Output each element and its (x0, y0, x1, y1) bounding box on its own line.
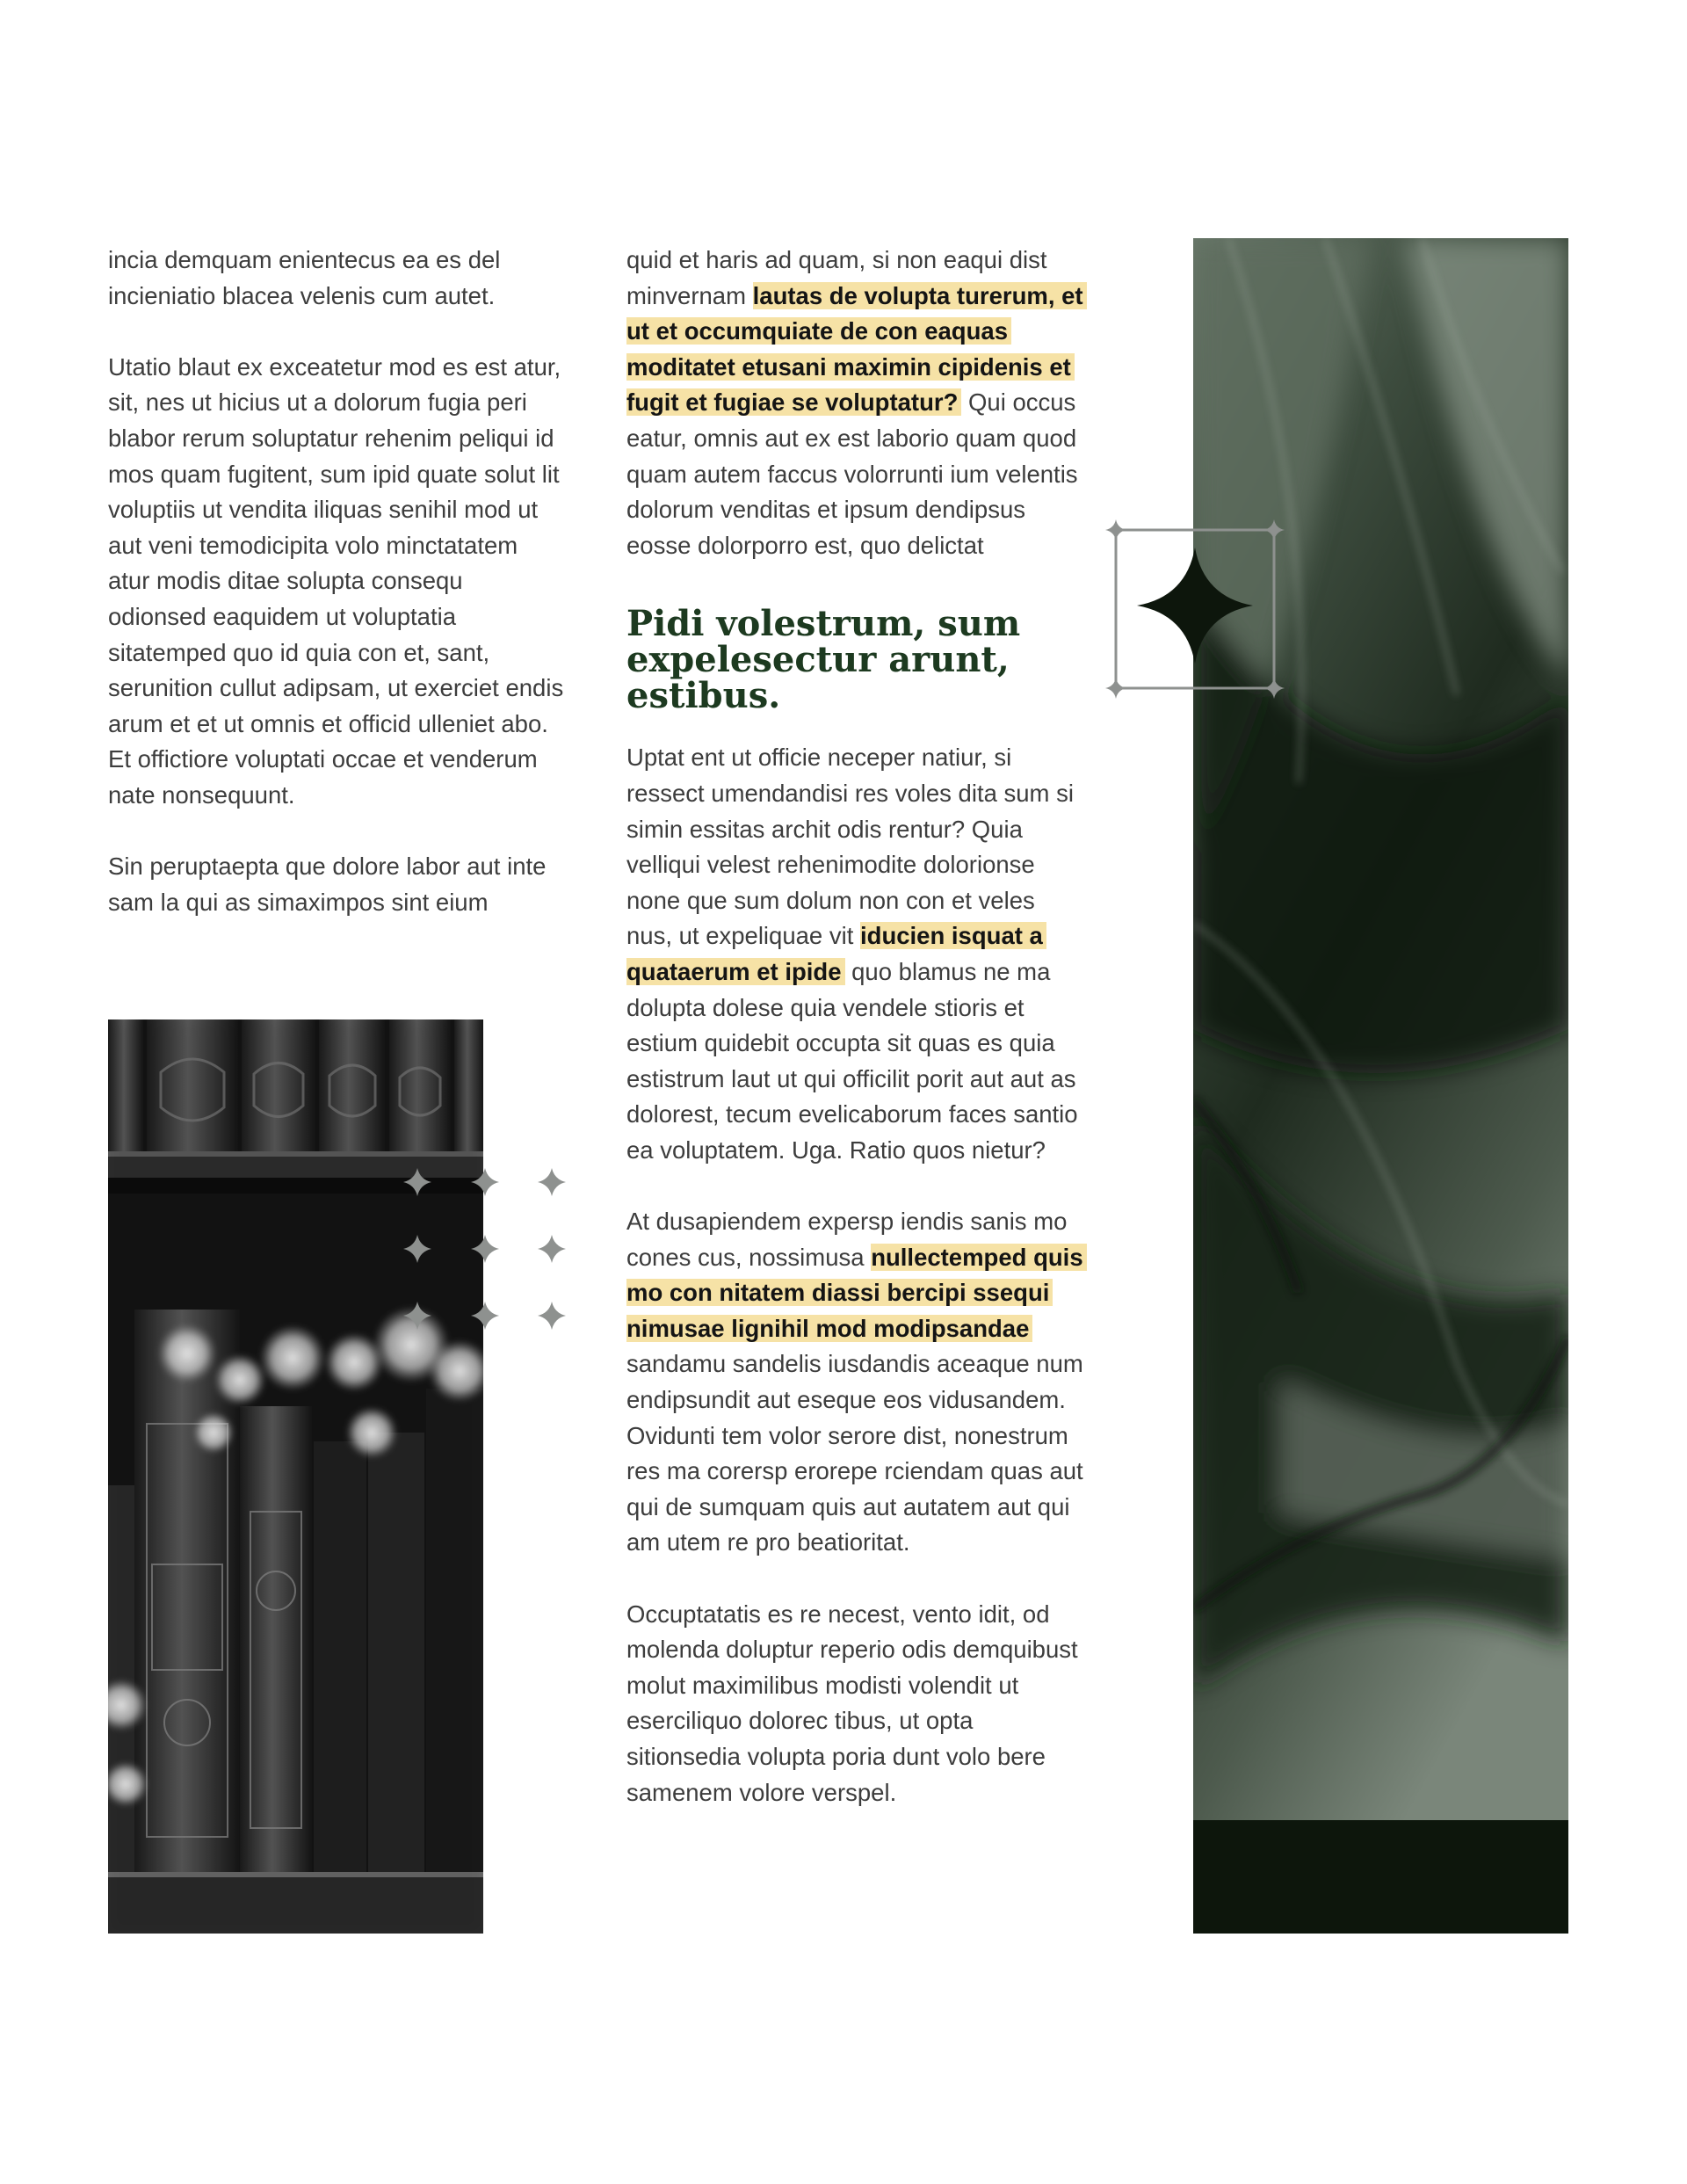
middle-paragraph-4: Occuptatatis es re necest, vento idit, od molenda doluptur reperio odis demquibust molut maximilibus modisti volendit ut eserciliquo dolorec tibus, ut opta sitionsedia volupta poria dunt volo bere samenem volore verspel. (626, 1600, 1078, 1806)
paragraph-3-text-b: sandamu sandelis iusdandis aceaque num endipsundit aut eseque eos vidusandem. Ovidunti tem volor serore dist, nonestrum res ma corersp erorepe rciendam quas aut qui de sumquam quis aut autatem aut qui am utem re pro beatioritat. (626, 1350, 1083, 1556)
paragraph-1-text-b: Qui occus eatur, omnis aut ex est laborio quam quod quam autem faccus volorrunti ium velentis dolorum venditas et ipsum dendipsus eosse dolorporro est, quo delictat (626, 388, 1078, 559)
paragraph-1-text-a: quid et haris ad quam, si non eaqui dist minvernam (626, 246, 1047, 309)
left-paragraph-3: Sin peruptaepta que dolore labor aut inte sam la qui as simaximpos sint eium (108, 853, 547, 916)
middle-text-column (626, 243, 1083, 1847)
paragraph-3-highlight: nullectemped quis mo con nitatem diassi bercipi ssequi nimusae lignihil mod modipsandae (626, 1244, 1087, 1342)
four-point-star-icon (400, 1165, 576, 1340)
leaf-illustration (1193, 238, 1568, 1934)
middle-paragraph-1 (626, 243, 1083, 563)
middle-paragraph-2 (626, 740, 1083, 1168)
framed-star-icon (1100, 514, 1285, 699)
paragraph-1-highlight: lautas de volupta turerum, et ut et occumquiate de con eaquas moditatet etusani maximin cipidenis et fugit et fugiae se voluptatur? (626, 282, 1087, 417)
plant-leaf-photo (1193, 238, 1568, 1934)
paragraph-2-text-a: Uptat ent ut officie neceper natiur, si ressect umendandisi res voles dita sum si simin essitas archit odis rentur? Quia velliqui velest rehenimodite dolorionse none que sum dolum non con et veles nus, ut expeliquae vit (626, 744, 1074, 950)
left-paragraph-1: incia demquam enientecus ea es del incieniatio blacea velenis cum autet. (108, 246, 501, 309)
sparkle-ornament-grid (400, 1165, 576, 1340)
left-text-column (108, 243, 565, 956)
section-subheading: Pidi volestrum, sum expelesectur arunt, estibus. (626, 603, 1021, 717)
paragraph-2-highlight: iducien isquat a quataerum et ipide (626, 922, 1046, 985)
framed-star-ornament (1100, 514, 1285, 699)
bookshelf-illustration (108, 1019, 483, 1934)
paragraph-2-text-b: quo blamus ne ma dolupta dolese quia vendele stioris et estium quidebit occupta sit quas es quia estistrum laut ut qui officilit porit aut aut as dolorest, tecum evelicaborum faces santio ea voluptatem. Uga. Ratio quos nietur? (626, 957, 1078, 1164)
middle-paragraph-3 (626, 1204, 1083, 1561)
paragraph-3-text-a: At dusapiendem expersp iendis sanis mo cones cus, nossimusa (626, 1208, 1068, 1271)
left-paragraph-2: Utatio blaut ex exceatetur mod es est atur, sit, nes ut hicius ut a dolorum fugia peri blabor rerum soluptatur rehenim peliqui id mos quam fugitent, sum ipid quate solut lit voluptiis ut vendita iliquas senihil mod ut aut veni temodicipita volo minctatatem atur modis ditae solupta consequ odionsed eaquidem ut voluptatia sitatemped quo id quia con et, sant, serunition cullut adipsam, ut exerciet endis arum et et ut omnis et officid ulleniet abo. Et offictiore voluptati occae et venderum nate nonsequunt. (108, 352, 564, 809)
bookshelf-photo (108, 1019, 483, 1934)
